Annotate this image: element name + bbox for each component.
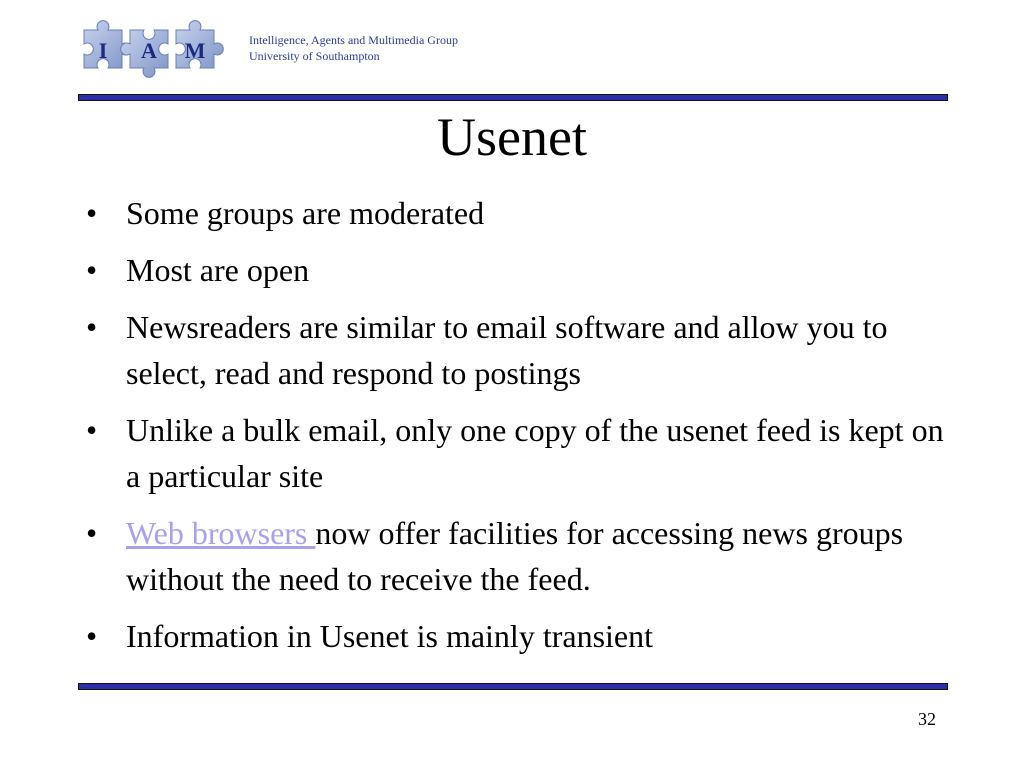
logo-letter-m: M [184, 38, 206, 63]
bullet-list [86, 190, 946, 670]
web-browsers-link[interactable]: Web browsers [126, 515, 316, 551]
bullet-item [86, 190, 946, 236]
bullet-item [86, 510, 946, 602]
bullet-marker: • [86, 252, 98, 288]
bullet-marker: • [86, 195, 98, 231]
organization-info [249, 32, 458, 64]
bullet-text: Newsreaders are similar to email software and allow you to select, read and respond to postings [126, 309, 888, 391]
org-university: University of Southampton [249, 49, 380, 63]
bullet-item [86, 613, 946, 659]
bullet-item [86, 407, 946, 499]
page-number: 32 [918, 709, 936, 729]
bottom-divider [78, 683, 948, 690]
bullet-text: Information in Usenet is mainly transient [126, 618, 653, 654]
bullet-text: now offer facilities for accessing news groups without the need to receive the feed. [126, 515, 904, 597]
bullet-marker: • [86, 515, 98, 551]
bullet-text: Most are open [126, 252, 310, 288]
bullet-marker: • [86, 412, 98, 448]
bullet-item [86, 247, 946, 293]
bullet-item [86, 304, 946, 396]
iam-logo [76, 16, 228, 80]
bullet-text: Unlike a bulk email, only one copy of the usenet feed is kept on a particular site [126, 412, 944, 494]
bullet-marker: • [86, 309, 98, 345]
slide-title: Usenet [437, 107, 587, 167]
top-divider [78, 94, 948, 101]
logo-letter-a: A [141, 38, 157, 63]
bullet-marker: • [86, 618, 98, 654]
org-name: Intelligence, Agents and Multimedia Group [249, 33, 458, 47]
bullet-text: Some groups are moderated [126, 195, 485, 231]
logo-letter-i: I [98, 38, 108, 63]
